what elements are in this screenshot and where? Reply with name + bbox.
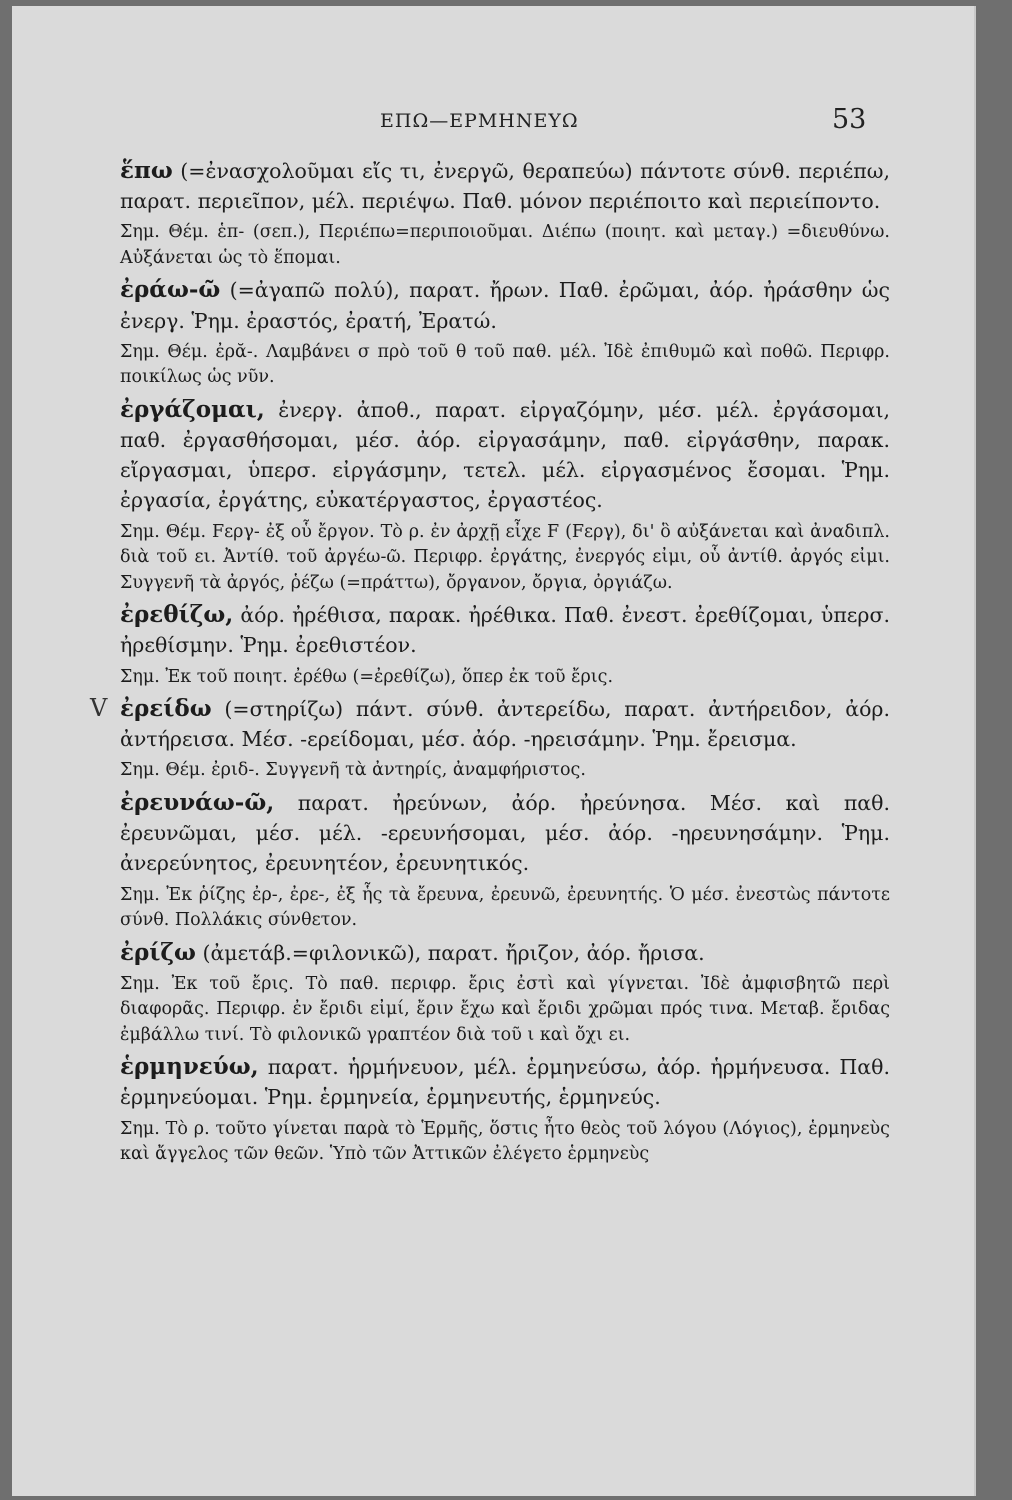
headword: ἐρείδω: [120, 695, 212, 723]
entry-definition: ἀόρ. ἠρέθισα, παρακ. ἠρέθικα. Παθ. ἐνεστ. ἐρεθίζομαι, ὑπερσ. ἠρεθίσμην. Ῥημ. ἐρεθιστέον.: [120, 603, 890, 658]
entry-text: [120, 1052, 890, 1112]
entry-definition: (=ἀγαπῶ πολύ), παρατ. ἤρων. Παθ. ἐρῶμαι, ἀόρ. ἠράσθην ὡς ἐνεργ. Ῥημ. ἐραστός, ἐρατή, Ἐρατώ.: [120, 278, 890, 333]
dictionary-entry: [120, 275, 890, 390]
entry-note: Σημ. Θέμ. ἑπ- (σεπ.), Περιέπω=περιποιοῦμαι. Διέπω (ποιητ. καὶ μεταγ.) =διευθύνω. Αὐξάνεται ὡς τὸ ἕπομαι.: [120, 222, 890, 268]
entry-text: [120, 938, 890, 968]
headword: ἑρμηνεύω,: [120, 1053, 259, 1081]
entry-note: Σημ. Ἐκ τοῦ ποιητ. ἐρέθω (=ἐρεθίζω), ὅπερ ἐκ τοῦ ἔρις.: [120, 666, 614, 687]
entry-text: [120, 788, 890, 879]
dictionary-entry: [120, 938, 890, 1049]
entry-text: [120, 600, 890, 660]
margin-mark: V: [90, 694, 108, 723]
entry-definition: (=στηρίζω) πάντ. σύνθ. ἀντερείδω, παρατ. ἀντήρειδον, ἀόρ. ἀντήρεισα. Μέσ. -ερείδομαι, μέσ. ἀόρ. -ηρεισάμην. Ῥημ. ἔρεισμα.: [120, 697, 890, 752]
entry-text: [120, 694, 890, 754]
entry-definition: (=ἐνασχολοῦμαι εἴς τι, ἐνεργῶ, θεραπεύω) πάντοτε σύνθ. περιέπω, παρατ. περιεῖπον, μέλ. περιέψω. Παθ. μόνον περιέποιτο καὶ περιείποντο.: [120, 159, 890, 214]
entry-note: Σημ. Θέμ. Fεργ- ἐξ οὗ ἔργον. Τὸ ρ. ἐν ἀρχῇ εἶχε F (Fεργ), δι' ὃ αὐξάνεται καὶ ἀναδιπλ. διὰ τοῦ ει. Ἀντίθ. τοῦ ἀργέω-ῶ. Περιφρ. ἐργάτης, ἐνεργός εἰμι, οὗ ἀντίθ. ἀργός εἰμι. Συγγενῆ τὰ ἀργός, ῥέζω (=πράττω), ὄργανον, ὄργια, ὀργιάζω.: [120, 521, 890, 593]
headword: ἐρεθίζω,: [120, 601, 234, 629]
entry-note: Σημ. Θέμ. ἐρᾰ-. Λαμβάνει σ πρὸ τοῦ θ τοῦ παθ. μέλ. Ἰδὲ ἐπιθυμῶ καὶ ποθῶ. Περιφρ. ποικίλως ὡς νῦν.: [120, 341, 890, 388]
entry-note: Σημ. Ἐκ ῥίζης ἐρ-, ἐρε-, ἐξ ἧς τὰ ἔρευνα, ἐρευνῶ, ἐρευνητής. Ὁ μέσ. ἐνεστὼς πάντοτε σύνθ. Πολλάκις σύνθετον.: [120, 884, 890, 931]
dictionary-entry: [120, 395, 890, 596]
dictionary-entry: [90, 694, 890, 784]
page-header: [12, 104, 974, 140]
entry-note: Σημ. Θέμ. ἐριδ-. Συγγενῆ τὰ ἀντηρίς, ἀναμφήριστος.: [120, 760, 586, 781]
entry-text: [120, 156, 890, 216]
entry-text: [120, 395, 890, 516]
running-head: ΕΠΩ—ΕΡΜΗΝΕΥΩ: [380, 110, 579, 132]
entry-definition: (ἀμετάβ.=φιλονικῶ), παρατ. ἤριζον, ἀόρ. ἤρισα.: [195, 940, 705, 965]
entry-note: Σημ. Ἐκ τοῦ ἔρις. Τὸ παθ. περιφρ. ἔρις ἐστὶ καὶ γίγνεται. Ἰδὲ ἀμφισβητῶ περὶ διαφορᾶς. Περιφρ. ἐν ἔριδι εἰμί, ἔριν ἔχω καὶ ἔριδι χρῶμαι πρός τινα. Μεταβ. ἔριδας ἐμβάλλω τινί. Τὸ φιλονικῶ γραπτέον διὰ τοῦ ι καὶ ὄχι ει.: [120, 973, 890, 1045]
headword: ἕπω: [120, 157, 173, 184]
entry-definition: ἐνεργ. ἀποθ., παρατ. εἰργαζόμην, μέσ. μέλ. ἐργάσομαι, παθ. ἐργασθήσομαι, μέσ. ἀόρ. εἰργασάμην, παθ. εἰργάσθην, παρακ. εἴργασμαι, ὑπερσ. εἰργάσμην, τετελ. μέλ. εἰργασμένος ἔσομαι. Ῥημ. ἐργασία, ἐργάτης, εὐκατέργαστος, ἐργαστέος.: [120, 397, 890, 513]
dictionary-entry: [120, 600, 890, 690]
book-page: [12, 6, 976, 1496]
entry-text: [120, 275, 890, 335]
headword: ἐρευνάω-ῶ,: [120, 788, 275, 816]
dictionary-entry: [120, 788, 890, 934]
headword: ἐράω-ῶ: [120, 276, 221, 304]
dictionary-entry: [120, 156, 890, 271]
entry-note: Σημ. Τὸ ρ. τοῦτο γίνεται παρὰ τὸ Ἑρμῆς, ὅστις ἦτο θεὸς τοῦ λόγου (Λόγιος), ἑρμηνεὺς καὶ ἄγγελος τῶν θεῶν. Ὑπὸ τῶν Ἀττικῶν ἐλέγετο ἑρμηνεὺς: [120, 1118, 890, 1165]
entry-definition: παρατ. ἠρεύνων, ἀόρ. ἠρεύνησα. Μέσ. καὶ παθ. ἐρευνῶμαι, μέσ. μέλ. -ερευνήσομαι, μέσ. ἀόρ. -ηρευνησάμην. Ῥημ. ἀνερεύνητος, ἐρευνητέον, ἐρευνητικός.: [120, 790, 890, 876]
entry-definition: παρατ. ἡρμήνευον, μέλ. ἑρμηνεύσω, ἀόρ. ἡρμήνευσα. Παθ. ἑρμηνεύομαι. Ῥημ. ἑρμηνεία, ἑρμηνευτής, ἑρμηνεύς.: [120, 1055, 890, 1110]
page-body: [90, 156, 890, 1172]
headword: ἐρίζω: [120, 938, 196, 966]
page-number: 53: [832, 104, 867, 135]
headword: ἐργάζομαι,: [120, 395, 265, 423]
dictionary-entry: [120, 1052, 890, 1167]
